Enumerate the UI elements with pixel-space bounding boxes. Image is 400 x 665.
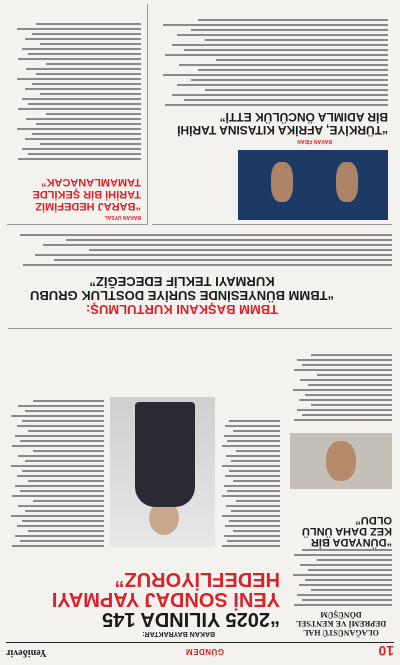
text-line-placeholder: [165, 104, 388, 106]
text-line-placeholder: [25, 38, 141, 40]
text-line-placeholder: [222, 445, 280, 447]
text-line-placeholder: [36, 23, 141, 25]
text-line-placeholder: [163, 74, 388, 76]
text-line-placeholder: [236, 450, 280, 452]
text-line-placeholder: [224, 435, 280, 437]
text-line-placeholder: [18, 455, 104, 457]
text-line-placeholder: [233, 530, 280, 532]
text-line-placeholder: [32, 83, 141, 85]
text-line-placeholder: [293, 389, 392, 391]
text-line-placeholder: [184, 49, 388, 51]
text-line-placeholder: [18, 505, 104, 507]
text-line-placeholder: [317, 559, 392, 561]
text-line-placeholder: [40, 93, 141, 95]
text-line-placeholder: [22, 98, 141, 100]
text-line-placeholder: [28, 153, 141, 155]
lead-kicker: BAKAN BAYRAKTAR:: [142, 630, 215, 637]
text-line-placeholder: [198, 19, 388, 21]
africa-headline: “TÜRKİYE, AFRİKA KITASINA TARİHİ BİR ADIMLA ÖNCÜLÜK ETTİ”: [177, 110, 388, 137]
text-line-placeholder: [66, 239, 392, 241]
africa-story: [152, 4, 392, 225]
text-line-placeholder: [227, 540, 280, 542]
text-line-placeholder: [54, 259, 392, 261]
text-line-placeholder: [22, 470, 104, 472]
text-line-placeholder: [89, 249, 392, 251]
text-line-placeholder: [225, 475, 280, 477]
text-line-placeholder: [32, 133, 141, 135]
text-line-placeholder: [311, 354, 392, 356]
text-line-placeholder: [11, 515, 104, 517]
text-line-placeholder: [231, 510, 280, 512]
text-line-placeholder: [17, 78, 141, 80]
lead-body-right-bars: [8, 397, 104, 547]
text-line-placeholder: [18, 108, 141, 110]
text-line-placeholder: [17, 475, 104, 477]
text-line-placeholder: [229, 420, 280, 422]
text-line-placeholder: [15, 535, 104, 537]
lead-headline: [10, 569, 280, 629]
text-line-placeholder: [22, 520, 104, 522]
text-line-placeholder: [11, 465, 104, 467]
text-line-placeholder: [43, 244, 392, 246]
text-line-placeholder: [205, 39, 388, 41]
text-line-placeholder: [297, 594, 392, 596]
text-line-placeholder: [15, 435, 104, 437]
text-line-placeholder: [28, 430, 104, 432]
tbmm-headline-line-1: TBMM BAŞKANI KURTULMUŞ:: [85, 302, 279, 317]
text-line-placeholder: [198, 69, 388, 71]
text-line-placeholder: [25, 510, 104, 512]
text-line-placeholder: [28, 53, 141, 55]
text-line-placeholder: [293, 574, 392, 576]
text-line-placeholder: [233, 430, 280, 432]
text-line-placeholder: [12, 495, 104, 497]
lead-body-mid: [220, 417, 280, 547]
africa-body-bars: [156, 16, 388, 106]
text-line-placeholder: [233, 480, 280, 482]
column-title: OLAĞANÜSTÜ HAL DEPREMİ VE KENTSEL DÖNÜŞÜM: [295, 610, 387, 637]
text-line-placeholder: [15, 485, 104, 487]
newspaper-logo: Yeniδevir: [6, 647, 47, 658]
text-line-placeholder: [294, 369, 392, 371]
africa-story-photo: [238, 150, 388, 220]
text-line-placeholder: [225, 525, 280, 527]
text-line-placeholder: [305, 579, 392, 581]
lead-body-mid-bars: [220, 417, 280, 547]
text-line-placeholder: [18, 405, 104, 407]
person-face: [326, 441, 356, 481]
text-line-placeholder: [308, 569, 392, 571]
text-line-placeholder: [36, 73, 141, 75]
text-line-placeholder: [23, 264, 392, 266]
text-line-placeholder: [224, 535, 280, 537]
text-line-placeholder: [20, 440, 104, 442]
text-line-placeholder: [17, 525, 104, 527]
text-line-placeholder: [222, 495, 280, 497]
tbmm-body-bars: [8, 231, 392, 266]
lead-body-right: [8, 397, 104, 547]
ankara-kicker: BAKAN UYSAL: [104, 214, 141, 220]
text-line-placeholder: [25, 88, 141, 90]
text-line-placeholder: [302, 414, 392, 416]
text-line-placeholder: [231, 460, 280, 462]
text-line-placeholder: [222, 465, 280, 467]
text-line-placeholder: [28, 480, 104, 482]
text-line-placeholder: [179, 64, 388, 66]
text-line-placeholder: [12, 545, 104, 547]
text-line-placeholder: [311, 404, 392, 406]
text-line-placeholder: [26, 118, 141, 120]
text-line-placeholder: [12, 445, 104, 447]
tbmm-headline-line-2: “TBMM BÜNYESİNDE SURİYE DOSTLUK GRUBU KURMAYI TEKLİF EDECEĞİZ”: [29, 274, 335, 303]
text-line-placeholder: [294, 554, 392, 556]
text-line-placeholder: [302, 599, 392, 601]
text-line-placeholder: [26, 68, 141, 70]
text-line-placeholder: [172, 44, 388, 46]
text-line-placeholder: [222, 515, 280, 517]
text-line-placeholder: [33, 450, 104, 452]
text-line-placeholder: [165, 54, 388, 56]
text-line-placeholder: [311, 589, 392, 591]
text-line-placeholder: [17, 128, 141, 130]
lead-headline-line-1: “2025 YILINDA 145: [102, 608, 280, 630]
ankara-headline: “BARAJ HEDEFİMİZ TARİHİ BİR ŞEKİLDE TAMAMLANACAK”: [32, 176, 141, 212]
person-figure: [271, 162, 293, 202]
lead-photo: [110, 397, 215, 547]
section-label: GÜNDEM: [185, 647, 224, 656]
text-line-placeholder: [229, 470, 280, 472]
text-line-placeholder: [22, 420, 104, 422]
text-line-placeholder: [46, 63, 141, 65]
africa-kicker: BAKAN FİDAN: [297, 138, 332, 144]
text-line-placeholder: [294, 604, 392, 606]
lead-headline-line-3: HEDEFLİYORUZ”: [114, 568, 280, 590]
text-line-placeholder: [299, 399, 392, 401]
ankara-body-bars: [13, 20, 141, 160]
text-line-placeholder: [20, 234, 392, 236]
text-line-placeholder: [22, 48, 141, 50]
page-number: 10: [378, 643, 394, 659]
column-body-bars: [290, 546, 392, 606]
text-line-placeholder: [163, 24, 388, 26]
text-line-placeholder: [300, 379, 392, 381]
text-line-placeholder: [25, 410, 104, 412]
side-story-body-bars: [290, 351, 392, 421]
person-figure: [336, 162, 358, 202]
text-line-placeholder: [226, 455, 280, 457]
text-line-placeholder: [28, 530, 104, 532]
text-line-placeholder: [227, 490, 280, 492]
text-line-placeholder: [191, 79, 388, 81]
text-line-placeholder: [28, 103, 141, 105]
tbmm-headline: [12, 274, 352, 316]
text-line-placeholder: [33, 400, 104, 402]
text-line-placeholder: [177, 34, 388, 36]
text-line-placeholder: [225, 425, 280, 427]
text-line-placeholder: [33, 500, 104, 502]
text-line-placeholder: [36, 123, 141, 125]
text-line-placeholder: [229, 520, 280, 522]
text-line-placeholder: [17, 28, 141, 30]
text-line-placeholder: [308, 384, 392, 386]
text-line-placeholder: [226, 505, 280, 507]
text-line-placeholder: [294, 419, 392, 421]
text-line-placeholder: [297, 409, 392, 411]
text-line-placeholder: [222, 545, 280, 547]
text-line-placeholder: [40, 143, 141, 145]
text-line-placeholder: [317, 374, 392, 376]
text-line-placeholder: [184, 99, 388, 101]
side-story-headline: “DÜNYADA BİR KEZ DAHA ÜNLÜ OLDU”: [301, 514, 392, 548]
masthead: [6, 642, 394, 661]
person-suit: [135, 402, 195, 507]
tbmm-story: [8, 228, 392, 329]
text-line-placeholder: [302, 549, 392, 551]
text-line-placeholder: [172, 94, 388, 96]
text-line-placeholder: [17, 425, 104, 427]
text-line-placeholder: [177, 84, 388, 86]
side-story: [290, 332, 392, 547]
text-line-placeholder: [305, 394, 392, 396]
text-line-placeholder: [300, 564, 392, 566]
text-line-placeholder: [32, 33, 141, 35]
text-line-placeholder: [18, 58, 141, 60]
text-line-placeholder: [236, 500, 280, 502]
text-line-placeholder: [299, 584, 392, 586]
text-line-placeholder: [302, 364, 392, 366]
text-line-placeholder: [297, 359, 392, 361]
text-line-placeholder: [11, 415, 104, 417]
lead-headline-line-2: YENİ SONDAJ YAPMAYI: [51, 588, 280, 610]
text-line-placeholder: [224, 485, 280, 487]
text-line-placeholder: [25, 460, 104, 462]
ankara-story: [7, 4, 148, 225]
text-line-placeholder: [216, 59, 388, 61]
text-line-placeholder: [18, 158, 141, 160]
side-story-photo: [290, 433, 392, 489]
text-line-placeholder: [20, 540, 104, 542]
text-line-placeholder: [227, 440, 280, 442]
text-line-placeholder: [46, 113, 141, 115]
text-line-placeholder: [20, 490, 104, 492]
text-line-placeholder: [35, 254, 392, 256]
text-line-placeholder: [25, 138, 141, 140]
text-line-placeholder: [205, 89, 388, 91]
text-line-placeholder: [22, 148, 141, 150]
text-line-placeholder: [40, 43, 141, 45]
text-line-placeholder: [191, 29, 388, 31]
